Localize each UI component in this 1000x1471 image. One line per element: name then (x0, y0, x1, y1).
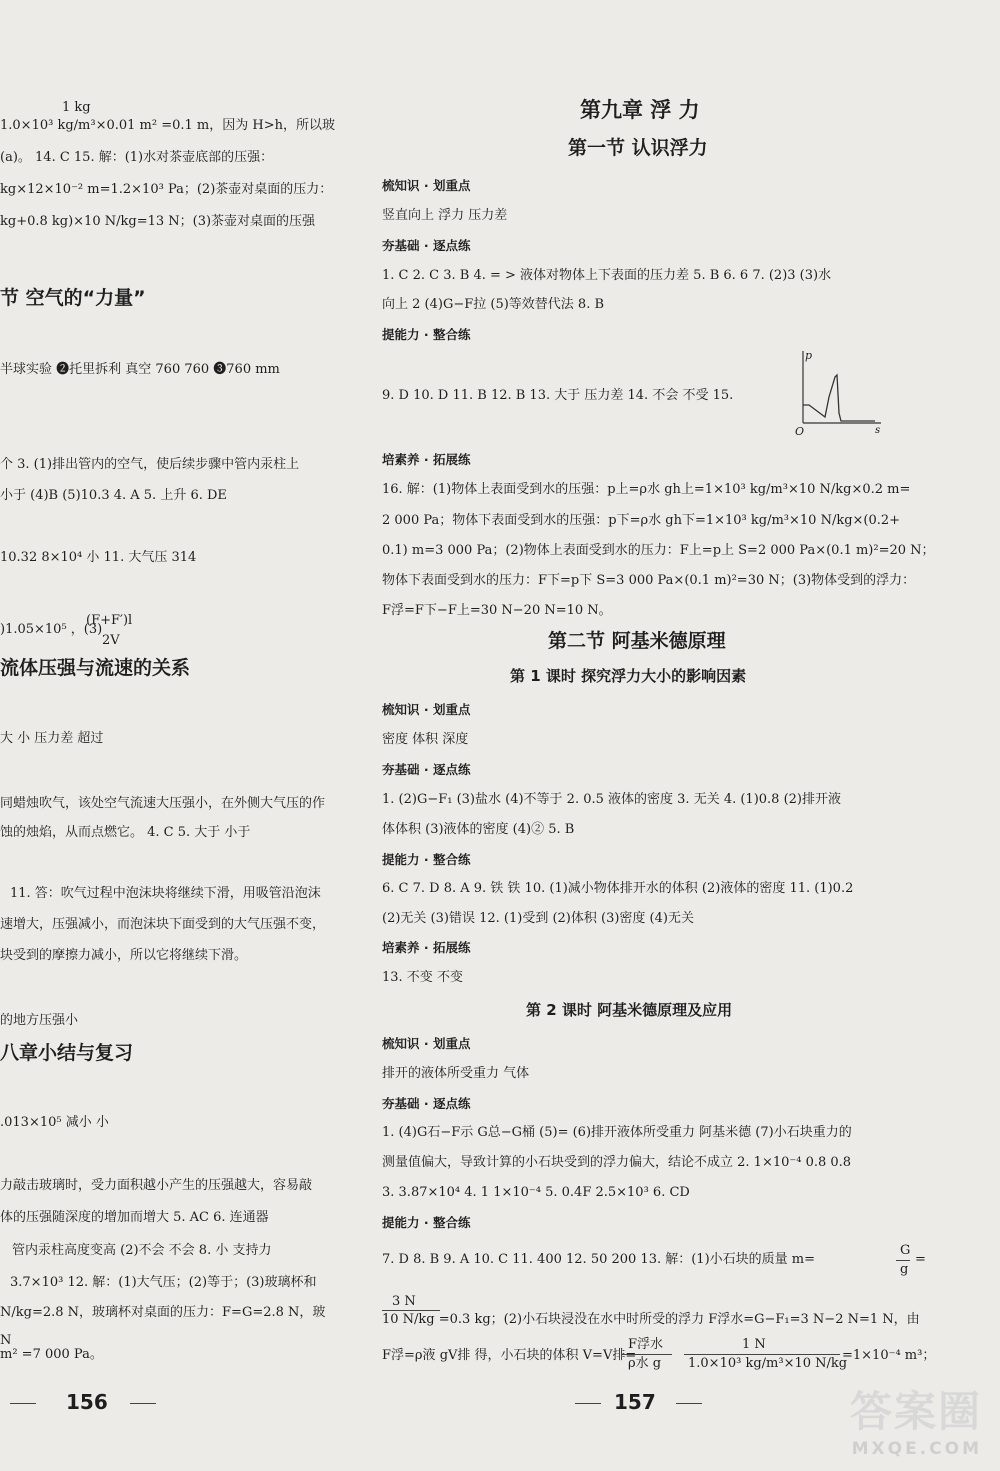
right-text-line: 7. D 8. B 9. A 10. C 11. 400 12. 50 200 13. 解：(1)小石块的质量 m= (382, 1252, 816, 1267)
left-text-line: m² =7 000 Pa。 (0, 1347, 103, 1362)
left-text-line: 八章小结与复习 (0, 1042, 134, 1064)
right-text-line: 夯基础 · 逐点练 (382, 1096, 471, 1111)
right-text-line: 竖直向上 浮力 压力差 (382, 208, 508, 223)
left-text-line: N (0, 1333, 12, 1348)
right-text-line: ρ水 g (628, 1356, 662, 1371)
left-text-line: 10.32 8×10⁴ 小 11. 大气压 314 (0, 550, 197, 565)
left-text-line: 3.7×10³ 12. 解：(1)大气压；(2)等于；(3)玻璃杯和 (10, 1275, 317, 1290)
right-text-line: 第 1 课时 探究浮力大小的影响因素 (510, 667, 747, 685)
right-text-line: 1. C 2. C 3. B 4. = > 液体对物体上下表面的压力差 5. B 6. 6 7. (2)3 (3)水 (382, 268, 832, 283)
page-number-dash (575, 1403, 601, 1404)
left-text-line: 速增大，压强减小，而泡沫块下面受到的大气压强不变， (0, 917, 326, 932)
left-text-line: )1.05×10⁵ ，(3) (0, 622, 103, 637)
right-text-line: 1.0×10³ kg/m³×10 N/kg (688, 1356, 848, 1371)
right-text-line: 梳知识 · 划重点 (382, 178, 471, 193)
page-number-dash (130, 1403, 156, 1404)
right-text-line: 培素养 · 拓展练 (382, 452, 471, 467)
right-text-line: F浮=F下−F上=30 N−20 N=10 N。 (382, 603, 612, 618)
left-text-line: 1 kg (62, 100, 91, 115)
right-text-line: 第九章 浮 力 (580, 98, 700, 122)
left-text-line: kg×12×10⁻² m=1.2×10³ Pa；(2)茶壶对桌面的压力： (0, 182, 333, 197)
left-text-line: N/kg=2.8 N，玻璃杯对桌面的压力：F=G=2.8 N，玻 (0, 1305, 326, 1320)
watermark-domain: MXQE.COM (851, 1439, 982, 1459)
right-text-line: 13. 不变 不变 (382, 970, 463, 985)
right-text-line: 9. D 10. D 11. B 12. B 13. 大于 压力差 14. 不会 不受 15. (382, 388, 734, 403)
right-text-line: 0.1) m=3 000 Pa；(2)物体上表面受到水的压力：F上=p上 S=2 000 Pa×(0.1 m)²=20 N； (382, 543, 935, 558)
graph-origin-label: O (795, 425, 805, 435)
fraction-bar-g-over-g (896, 1260, 910, 1261)
right-text-line: (2)无关 (3)错误 12. (1)受到 (2)体积 (3)密度 (4)无关 (382, 911, 694, 926)
right-text-line: 1 N (742, 1337, 766, 1352)
left-text-line: 块受到的摩擦力减小，所以它将继续下滑。 (0, 948, 248, 963)
left-text-line: 体的压强随深度的增加而增大 5. AC 6. 连通器 (0, 1210, 269, 1225)
fraction-bar-volume (684, 1354, 840, 1355)
right-text-line: 第 2 课时 阿基米德原理及应用 (526, 1001, 733, 1019)
left-text-line: 11. 答：吹气过程中泡沫块将继续下滑，用吸管沿泡沫 (10, 886, 321, 901)
right-page-column (370, 0, 1000, 1471)
right-text-line: 提能力 · 整合练 (382, 327, 471, 342)
right-text-line: 6. C 7. D 8. A 9. 铁 铁 10. (1)减小物体排开水的体积 (2)液体的密度 11. (1)0.2 (382, 881, 854, 896)
pressure-depth-graph (795, 345, 885, 435)
right-text-line: 3 N (392, 1294, 416, 1309)
left-text-line: 节 空气的“力量” (0, 287, 146, 309)
right-text-line: =1×10⁻⁴ m³； (842, 1348, 936, 1363)
left-text-line: 力敲击玻璃时，受力面积越小产生的压强越大，容易敲 (0, 1178, 313, 1193)
right-text-line: 密度 体积 深度 (382, 732, 469, 747)
right-text-line: 提能力 · 整合练 (382, 852, 471, 867)
page-number-dash (676, 1403, 702, 1404)
right-text-line: 1. (2)G−F₁ (3)盐水 (4)不等于 2. 0.5 液体的密度 3. 无关 4. (1)0.8 (2)排开液 (382, 792, 841, 807)
page-number-left: 156 (66, 1390, 108, 1414)
graph-axis-p-label: p (805, 349, 813, 362)
right-text-line: 梳知识 · 划重点 (382, 1036, 471, 1051)
left-text-line: 大 小 压力差 超过 (0, 731, 104, 746)
right-text-line: 夯基础 · 逐点练 (382, 238, 471, 253)
left-text-line: 同蜡烛吹气，该处空气流速大压强小，在外侧大气压的作 (0, 796, 326, 811)
right-text-line: 体体积 (3)液体的密度 (4)② 5. B (382, 822, 575, 837)
page-number-right: 157 (614, 1390, 656, 1414)
left-text-line: 流体压强与流速的关系 (0, 657, 191, 679)
right-text-line: G (900, 1243, 911, 1258)
fraction-bar-3n (382, 1310, 440, 1311)
right-text-line: 夯基础 · 逐点练 (382, 762, 471, 777)
left-text-line: 蚀的烛焰，从而点燃它。 4. C 5. 大于 小于 (0, 825, 251, 840)
right-text-line: 1. (4)G石−F示 G总−G桶 (5)= (6)排开液体所受重力 阿基米德 (7)小石块重力的 (382, 1125, 852, 1140)
right-text-line: 测量值偏大，导致计算的小石块受到的浮力偏大，结论不成立 2. 1×10⁻⁴ 0.8 0.8 (382, 1155, 852, 1170)
right-text-line: 向上 2 (4)G−F拉 (5)等效替代法 8. B (382, 297, 605, 312)
left-text-line: 半球实验 ❷托里拆利 真空 760 760 ❸760 mm (0, 362, 280, 377)
right-text-line: g (900, 1262, 909, 1277)
right-text-line: 16. 解：(1)物体上表面受到水的压强：p上=ρ水 gh上=1×10³ kg/m³×10 N/kg×0.2 m= (382, 482, 911, 497)
right-text-line: 第二节 阿基米德原理 (548, 630, 726, 652)
right-text-line: 10 N/kg =0.3 kg；(2)小石块浸没在水中时所受的浮力 F浮水=G−F₁=3 N−2 N=1 N，由 (382, 1312, 920, 1327)
graph-axis-s-label: s (875, 425, 881, 435)
left-text-line: 的地方压强小 (0, 1013, 79, 1028)
right-text-line: F浮水 (628, 1337, 664, 1352)
left-text-line: 2V (102, 633, 120, 648)
left-text-line: (a)。 14. C 15. 解：(1)水对茶壶底部的压强： (0, 150, 274, 165)
left-text-line: kg+0.8 kg)×10 N/kg=13 N；(3)茶壶对桌面的压强 (0, 214, 316, 229)
right-text-line: 第一节 认识浮力 (568, 137, 708, 159)
left-text-line: 管内汞柱高度变高 (2)不会 不会 8. 小 支持力 (12, 1243, 272, 1258)
right-text-line: 提能力 · 整合练 (382, 1215, 471, 1230)
page-number-dash (10, 1403, 36, 1404)
right-text-line: = (915, 1252, 926, 1267)
right-text-line: F浮=ρ液 gV排 得，小石块的体积 V=V排= (382, 1348, 637, 1363)
left-text-line: 个 3. (1)排出管内的空气，使后续步骤中管内汞柱上 (0, 457, 300, 472)
right-text-line: 物体下表面受到水的压力：F下=p下 S=3 000 Pa×(0.1 m)²=30 N；(3)物体受到的浮力： (382, 573, 916, 588)
left-text-line: 1.0×10³ kg/m³×0.01 m² =0.1 m，因为 H>h，所以玻 (0, 118, 335, 133)
left-page-column (0, 0, 370, 1471)
right-text-line: 排开的液体所受重力 气体 (382, 1066, 530, 1081)
right-text-line: 2 000 Pa；物体下表面受到水的压强：p下=ρ水 gh下=1×10³ kg/m³×10 N/kg×(0.2+ (382, 513, 901, 528)
left-text-line: .013×10⁵ 减小 小 (0, 1115, 109, 1130)
right-text-line: 梳知识 · 划重点 (382, 702, 471, 717)
right-text-line: 培素养 · 拓展练 (382, 940, 471, 955)
watermark (850, 1379, 982, 1459)
watermark-logo-text: 答案圈 (849, 1387, 982, 1436)
left-text-line: 小于 (4)B (5)10.3 4. A 5. 上升 6. DE (0, 488, 227, 503)
left-text-line: (F+F′)l (86, 613, 133, 628)
right-text-line: 3. 3.87×10⁴ 4. 1 1×10⁻⁴ 5. 0.4F 2.5×10³ 6. CD (382, 1185, 690, 1200)
